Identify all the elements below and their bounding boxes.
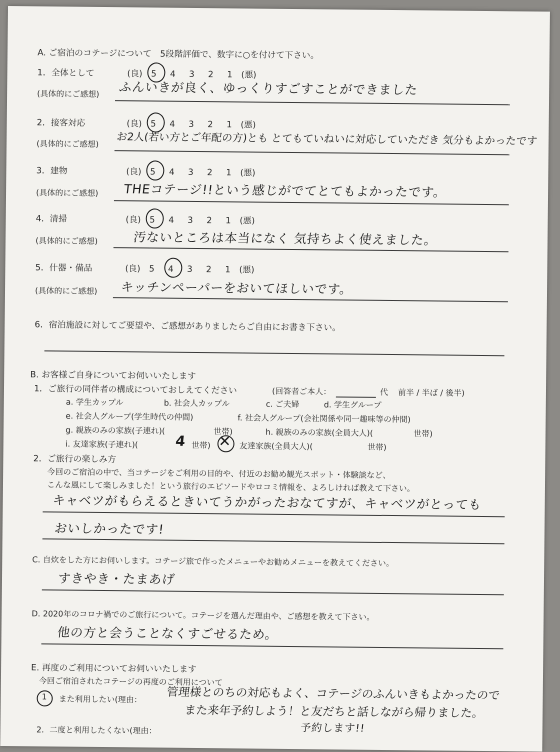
selected-rating-circle xyxy=(146,160,164,180)
item-4-comment: 汚ないところは本当になく 気持ちよく使えました。 xyxy=(132,229,438,248)
option-c: c. ご夫婦 xyxy=(265,399,300,410)
detail-label: (具体的にご感想) xyxy=(36,139,99,149)
q2-answer-1: キャベツがもらえるときいてうかがったおなてすが、キャベツがとっても xyxy=(51,492,483,512)
option-g-end: 世帯) xyxy=(213,427,233,437)
option-g: g. 親族のみの家族(子連れ)( xyxy=(65,425,166,436)
detail-label: (具体的にご感想) xyxy=(37,89,100,99)
detail-label: (具体的にご感想) xyxy=(35,188,99,198)
section-a-intro: A. ご宿泊のコテージについて 5段階評価で、数字に○を付けて下さい。 xyxy=(37,48,320,62)
section-e-subtitle: 今回ご宿泊されたコテージの再度のご利用について xyxy=(38,676,223,688)
item-3-label: 3．建物 xyxy=(36,166,68,177)
option-e: e. 社会人グループ(学生時代の仲間) xyxy=(65,411,194,422)
section-b-q2: 2．ご旅行の楽しみ方 xyxy=(33,454,117,466)
option-2-label: 2．二度と利用したくない(理由： xyxy=(36,725,157,736)
option-i-end: 世帯) xyxy=(191,440,211,451)
q2-text-1: 今回のご宿泊の中で、当コテージをご利用の目的や、付近のお勧め観光スポット・体験談など、 xyxy=(47,467,391,481)
answer-line xyxy=(41,643,503,649)
item-2-scale: (良) 5 4 3 2 1 (悪) xyxy=(126,119,256,131)
option-b: b. 社会人カップル xyxy=(163,398,230,409)
option-1-answer-3: 予約します!! xyxy=(299,722,366,735)
section-e-title: E. 再度のご利用についてお伺いいたします xyxy=(31,663,197,676)
section-d-title: D. 2020年のコロナ禍でのご旅行について。コテージを選んだ理由や、ご感想を教えて下さい。 xyxy=(31,609,375,622)
option-1-number: 1 xyxy=(41,692,47,702)
selected-rating-circle xyxy=(146,208,164,228)
option-1-answer-2: また来年予約しよう！と友だちと話しながら帰りました。 xyxy=(183,702,485,721)
questionnaire-sheet xyxy=(0,6,550,752)
option-1-label: また利用したい(理由： xyxy=(58,694,142,705)
item-5-label: 5．什器・備品 xyxy=(35,263,93,274)
answer-line xyxy=(114,200,509,205)
detail-label: (具体的にご感想) xyxy=(34,286,98,296)
section-c-answer: すきやき・たまあげ xyxy=(57,570,176,587)
option-a: a. 学生カップル xyxy=(65,397,124,408)
answer-line xyxy=(42,538,504,544)
item-2-comment: お2人(若い方とご年配の方)とも とてもていねいに対応していただき 気分もよかったです xyxy=(115,131,538,148)
item-1-comment: ふんいきが良く、ゆっくりすごすことができました xyxy=(118,79,419,98)
selected-rating-circle xyxy=(164,258,182,278)
section-b-title: B. お客様ご自身についてお伺いいたします xyxy=(30,370,197,382)
item-2-label: 2．接客対応 xyxy=(36,118,86,129)
item-5-comment: キッチンペーパーをおいてほしいです。 xyxy=(120,279,354,297)
option-h: h. 親族のみの家族(全員大人)( xyxy=(265,427,374,438)
answer-line xyxy=(114,150,509,155)
detail-label: (具体的にご感想) xyxy=(35,236,98,246)
answer-line xyxy=(115,100,510,105)
item-1-label: 1．全体として xyxy=(37,68,95,79)
option-i-count: 4 xyxy=(174,433,187,450)
section-d-answer: 他の方と会うことなくすごせるため。 xyxy=(56,624,279,642)
age-line xyxy=(336,396,376,397)
q2-text-2: こんな風にして楽しみました！という旅行のエピソードやロコミ情報を、よろしければ教えて下さい。 xyxy=(46,480,416,494)
answer-line xyxy=(113,297,508,302)
answer-line xyxy=(113,247,508,252)
item-3-scale: (良) 5 4 3 2 1 (悪) xyxy=(126,167,256,179)
cross-mark-icon: ✕ xyxy=(218,432,232,451)
item-4-label: 4．清掃 xyxy=(35,214,68,225)
age-unit: 代 xyxy=(379,387,389,397)
answer-line xyxy=(42,589,504,595)
age-options: 前半 / 半ば / 後半) xyxy=(397,388,465,398)
option-f: f. 社会人グループ(会社関係や同一趣味等の仲間) xyxy=(237,413,411,425)
option-d: d. 学生グループ xyxy=(323,400,382,410)
item-1-scale: (良) 5 4 3 2 1 (悪) xyxy=(127,69,257,81)
q2-answer-2: おいしかったです! xyxy=(53,520,165,537)
option-i: i. 友達家族(子連れ)( xyxy=(65,439,139,450)
option-j: 友達家族(全員大人)( xyxy=(239,441,313,452)
item-3-comment: THEコテージ!!という感じがでてとてもよかったです。 xyxy=(123,181,448,200)
answer-line xyxy=(44,350,504,356)
item-4-scale: (良) 5 4 3 2 1 (悪) xyxy=(125,215,255,227)
respondent-label: (回答者ご本人： xyxy=(271,386,332,397)
item-5-scale: (良) 5 4 3 2 1 (悪) xyxy=(125,264,255,276)
section-c-title: C. 自炊をした方にお伺いします。コテージ旅で作ったメニューやお勧めメニューを教えてください。 xyxy=(32,555,395,569)
option-h-end: 世帯) xyxy=(413,429,433,439)
option-j-end: 世帯) xyxy=(367,442,387,452)
item-6-label: 6．宿泊施設に対してご要望や、ご感想がありましたらご自由にお書き下さい。 xyxy=(34,320,341,334)
option-1-answer-1: 管理様とのちの対応もよく、コテージのふんいきもよかったので xyxy=(166,684,501,703)
section-b-q1: 1．ご旅行の同伴者の構成についておしえてください xyxy=(33,384,237,397)
